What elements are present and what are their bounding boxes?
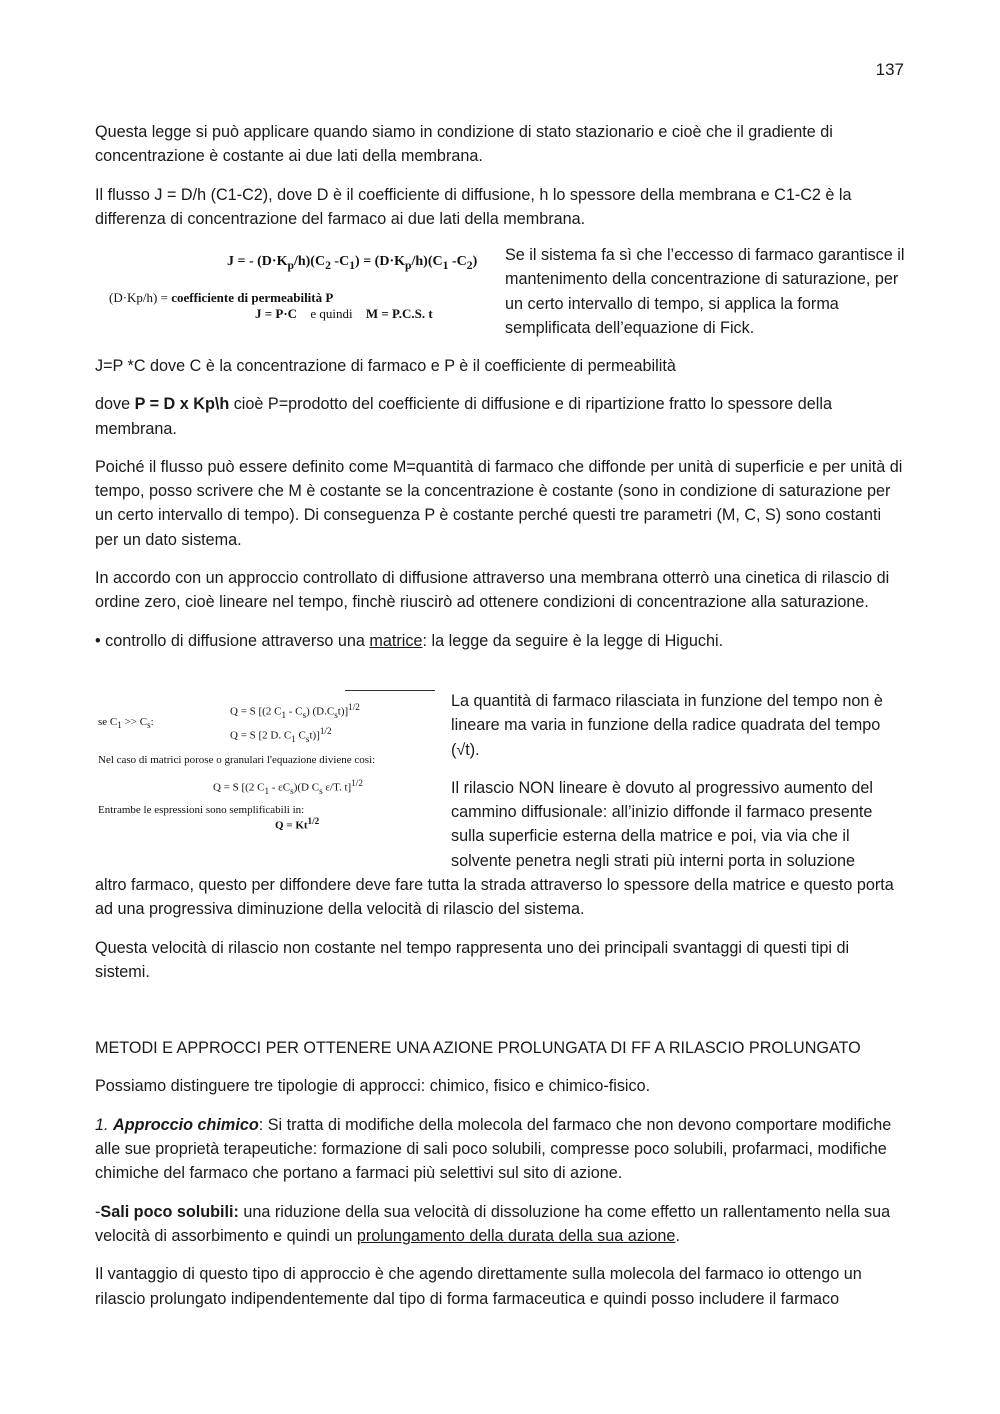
body-text-top <box>95 120 907 231</box>
fick-equation-line: J = - $(D\cdot K_p/h)(C_2$ $-C_1) = (D\cdot K_p/h)(C_1$ $-C_2$) <box>227 254 478 272</box>
page-number: 137 <box>875 60 904 79</box>
paragraph-svantaggi: Questa velocità di rilascio non costante nel tempo rappresenta uno dei principali svantaggi di questi tipi di sistemi. <box>95 938 850 981</box>
higuchi-line-1: Q = S [(2 $C_1 - C_s$) $(D.C_st)]^{1/2}$ <box>230 702 360 720</box>
paragraph-p-definition: dove P = D x Kp\h cioè P=prodotto del coefficiente di diffusione e di ripartizione fratto lo spessore della membrana. <box>95 395 832 438</box>
paragraph-flusso-m: Poiché il flusso può essere definito come M=quantità di farmaco che diffonde per unità di superficie e per unità di tempo, posso scrivere che M è costante se la concentrazione è costante (sono in condizione di saturazione per un certo intervallo di tempo). Di conseguenza P è costante perché questi tre parametri (M, C, S) sono costanti per un dato sistema. <box>95 457 903 549</box>
image-rule <box>345 690 435 691</box>
paragraph-matrice: • controllo di diffusione attraverso una matrice: la legge da seguire è la legge di Higuchi. <box>95 631 724 650</box>
section-heading: METODI E APPROCCI PER OTTENERE UNA AZIONE PROLUNGATA DI FF A RILASCIO PROLUNGATO <box>95 1039 861 1058</box>
paragraph-tipologie: Possiamo distinguere tre tipologie di approcci: chimico, fisico e chimico-fisico. <box>95 1077 651 1096</box>
paragraph-flusso: Il flusso J = D/h (C1-C2), dove D è il coefficiente di diffusione, h lo spessore della membrana e C1-C2 è la differenza di concentrazione del farmaco ai due lati della membrana. <box>95 185 852 228</box>
body-text-lower <box>95 873 907 1311</box>
higuchi-simplified: $Q = Kt^{1/2}$ <box>275 816 320 832</box>
paragraph-fick-semplificata: Se il sistema fa sì che l’eccesso di farmaco garantisce il mantenimento della concentrazione di saturazione, per un certo intervallo di tempo, si applica la forma semplificata dell’equazione di Fick. <box>505 246 905 337</box>
paragraph-altro-farmaco: altro farmaco, questo per diffondere deve fare tutta la strada attraverso lo spessore della matrice e questo porta ad una progressiva diminuzione della velocità di rilascio del sistema. <box>95 876 894 919</box>
higuchi-equation-image <box>95 684 440 834</box>
paragraph-sali-poco-solubili: -Sali poco solubili: una riduzione della sua velocità di dissoluzione ha come effetto un rallentamento nella sua velocità di assorbimento e quindi un prolungamento della durata della sua azione. <box>95 1202 891 1245</box>
higuchi-line-porous: Q = S [(2 $C_1 - \varepsilon C_s)(D$ $C_s$ ε/T. t]$^{1/2}$ <box>213 778 363 796</box>
permeability-definition: (D·Kp/h) = coefficiente di permeabilità P <box>109 290 334 305</box>
flux-simplified: J = P·C e quindi M = P.C.S. t <box>255 306 433 321</box>
higuchi-porous-note: Nel caso di matrici porose o granulari l'equazione diviene così: <box>98 754 376 766</box>
paragraph-jpc: J=P *C dove C è la concentrazione di farmaco e P è il coefficiente di permeabilità <box>95 357 676 375</box>
higuchi-simplify-note: Entrambe le espressioni sono semplificabili in: <box>98 804 305 816</box>
paragraph-ordine-zero: In accordo con un approccio controllato di diffusione attraverso una membrana otterrò una cinetica di rilascio di ordine zero, cioè lineare nel tempo, finchè riuscirò ad ottenere condizioni di concentrazione alla saturazione. <box>95 569 890 612</box>
higuchi-condition: se $C_1 >> C_s$: <box>98 716 154 731</box>
paragraph-vantaggio: Il vantaggio di questo tipo di approccio è che agendo direttamente sulla molecola del farmaco io ottengo un rilascio prolungato indipendentemente dal tipo di forma farmaceutica e quindi posso includere il farmaco <box>95 1265 862 1308</box>
paragraph-stazionario: Questa legge si può applicare quando siamo in condizione di stato stazionario e cioè che il gradiente di concentrazione è costante ai due lati della membrana. <box>95 123 833 166</box>
paragraph-radice-tempo: La quantità di farmaco rilasciata in funzione del tempo non è lineare ma varia in funzione della radice quadrata del tempo (√t). <box>451 692 883 759</box>
paragraph-rilascio-non-lineare: Il rilascio NON lineare è dovuto al progressivo aumento del cammino diffusionale: all’inizio diffonde il farmaco presente sulla superficie esterna della matrice e poi, via via che il solvente penetra negli strati più interni porta in soluzione <box>451 778 873 870</box>
body-text-middle <box>95 354 907 653</box>
side-text-higuchi <box>451 689 907 873</box>
higuchi-line-2: Q = S [2 D. $C_1$ $C_st)]^{1/2}$ <box>230 726 332 744</box>
fick-equation-image <box>105 250 500 330</box>
side-text-fick <box>505 243 907 340</box>
paragraph-approccio-chimico: 1. Approccio chimico: Si tratta di modifiche della molecola del farmaco che non devono comportare modifiche alle sue proprietà terapeutiche: formazione di sali poco solubili, compresse poco solubili, profarmaci, modifiche chimiche del farmaco che portano a farmaci più selettivi sul sito di azione. <box>95 1115 892 1183</box>
